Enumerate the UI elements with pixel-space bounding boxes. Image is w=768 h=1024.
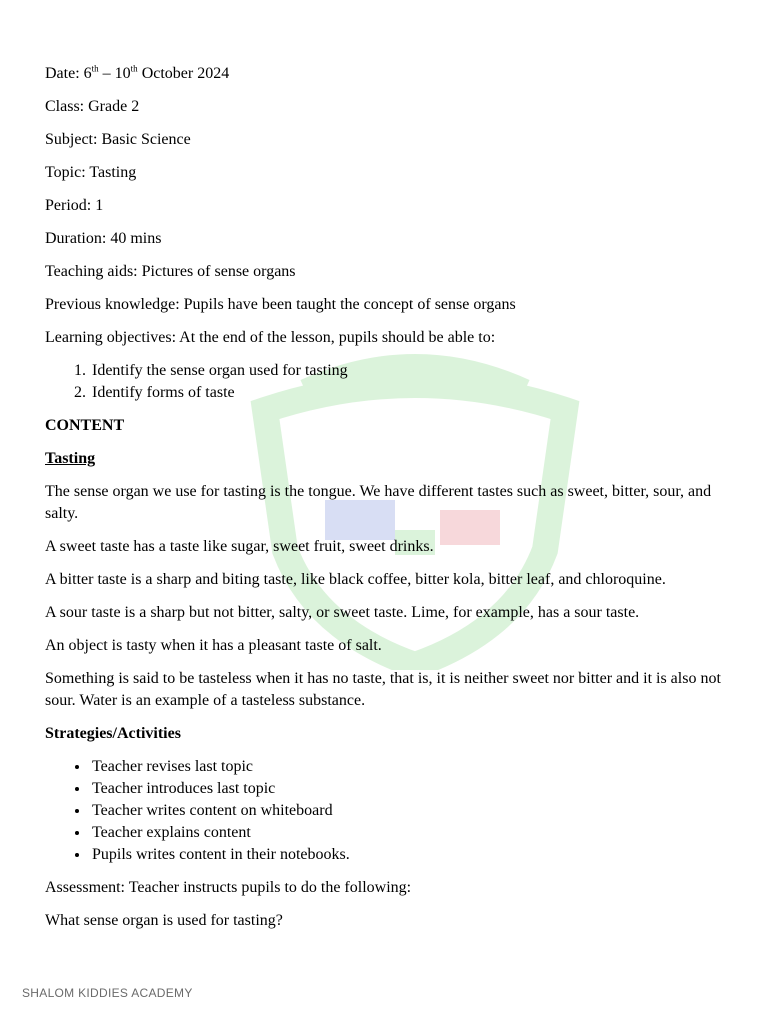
footer-school-name: SHALOM KIDDIES ACADEMY — [22, 986, 193, 1000]
content-paragraph: The sense organ we use for tasting is the tongue. We have different tastes such as sweet, bitter, sour, and salty. — [45, 483, 712, 522]
previous-knowledge-line: Previous knowledge: Pupils have been taught the concept of sense organs — [45, 296, 516, 313]
subject-line: Subject: Basic Science — [45, 131, 191, 148]
content-paragraph: A bitter taste is a sharp and biting taste, like black coffee, bitter kola, bitter leaf, and chloroquine. — [45, 571, 666, 588]
content-paragraph: An object is tasty when it has a pleasant taste of salt. — [45, 637, 382, 654]
strategy-item: • Teacher explains content — [90, 822, 725, 844]
assessment-intro: Assessment: Teacher instructs pupils to do the following: — [45, 879, 412, 896]
strategy-item: • Pupils writes content in their notebooks. — [90, 844, 725, 866]
strategy-item: • Teacher introduces last topic — [90, 778, 725, 800]
teaching-aids-line: Teaching aids: Pictures of sense organs — [45, 263, 296, 280]
content-heading: CONTENT — [45, 417, 125, 434]
duration-line: Duration: 40 mins — [45, 230, 162, 247]
strategies-heading: Strategies/Activities — [45, 725, 181, 742]
learning-objectives-line: Learning objectives: At the end of the lesson, pupils should be able to: — [45, 329, 496, 346]
tasting-subheading: Tasting — [45, 450, 96, 467]
topic-line: Topic: Tasting — [45, 164, 137, 181]
content-paragraph: A sour taste is a sharp but not bitter, salty, or sweet taste. Lime, for example, has a sour taste. — [45, 604, 640, 621]
date-line: Date: 6th – 10th October 2024 — [45, 63, 230, 82]
content-paragraph: Something is said to be tasteless when it has no taste, that is, it is neither sweet nor bitter and it is also not sour. Water is an example of a tasteless substance. — [45, 670, 721, 709]
content-paragraph: A sweet taste has a taste like sugar, sweet fruit, sweet drinks. — [45, 538, 434, 555]
objectives-list — [45, 360, 725, 404]
strategy-item: • Teacher revises last topic — [90, 756, 725, 778]
class-line: Class: Grade 2 — [45, 98, 140, 115]
lesson-plan-body — [45, 63, 725, 943]
strategy-item: • Teacher writes content on whiteboard — [90, 800, 725, 822]
objective-item: 1. Identify the sense organ used for tasting — [90, 360, 725, 382]
strategies-list — [45, 756, 725, 866]
period-line: Period: 1 — [45, 197, 104, 214]
objective-item: 2. Identify forms of taste — [90, 382, 725, 404]
assessment-question: What sense organ is used for tasting? — [45, 912, 283, 929]
